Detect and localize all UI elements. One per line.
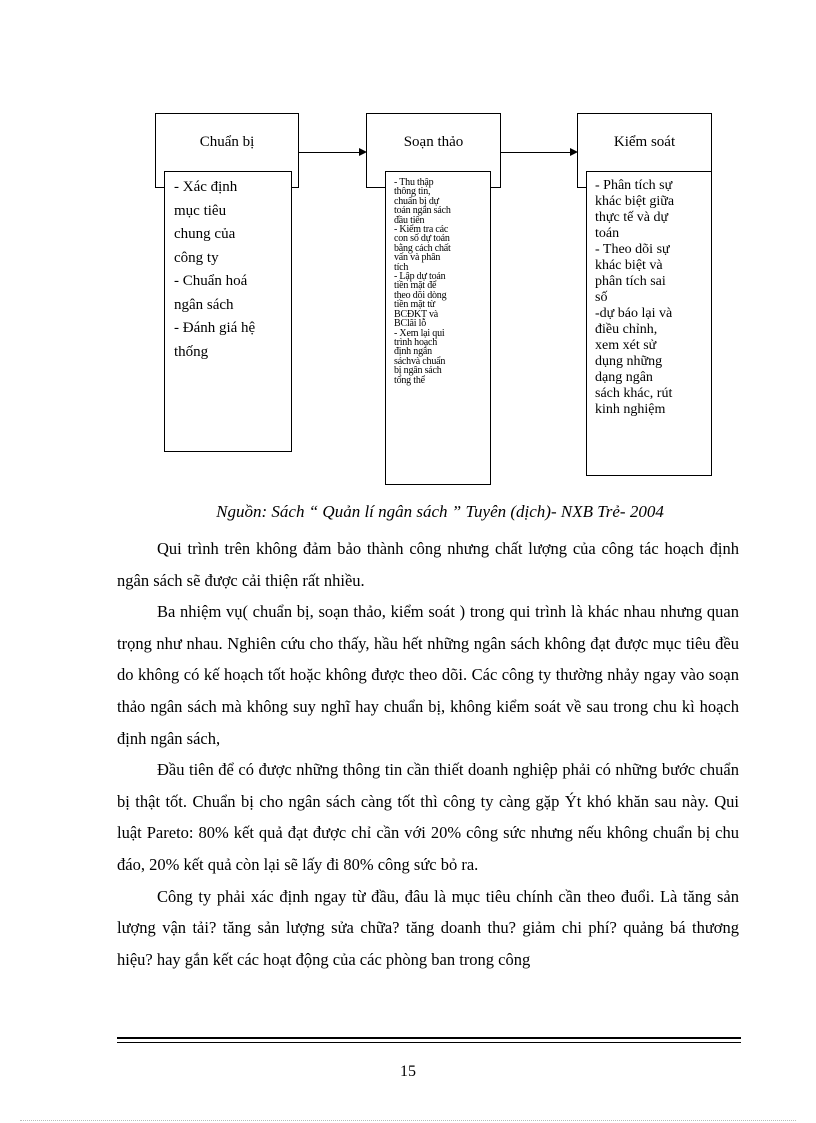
arrow-head-icon [570, 148, 578, 156]
arrow-head-icon [359, 148, 367, 156]
footer-rule [117, 1037, 741, 1039]
paragraph: Công ty phải xác định ngay từ đầu, đâu là mục tiêu chính cần theo đuổi. Là tăng sản lượng vận tải? tăng sản lượng sửa chữa? tăng doanh thu? giảm chi phí? quảng bá thương hiệu? hay gắn kết các hoạt động của các phòng ban trong công [117, 886, 739, 969]
stage-details-chuan-bi: - Xác định mục tiêu chung của công ty - Chuẩn hoá ngân sách - Đánh giá hệ thống [164, 171, 292, 452]
figure-caption: Nguồn: Sách “ Quản lí ngân sách ” Tuyên (dịch)- NXB Trẻ- 2004 [216, 502, 664, 521]
stage-title: Chuẩn bị [199, 134, 255, 150]
stage-details-soan-thao: - Thu thập thông tin, chuẩn bị dự toán ngân sách đầu tiên - Kiểm tra các con số dự toán bằng cách chất vấn và phân tích - Lập dự toán tiền mặt để theo dõi dòng tiền mặt từ BCĐKT và BClãi lỗ - Xem lại qui trình hoạch định ngân sáchvà chuẩn bị ngân sách tổng thể [385, 171, 491, 485]
page-number: 15 [400, 1063, 416, 1080]
stage-title: Soạn thảo [403, 134, 464, 150]
arrow-connector [501, 152, 570, 153]
page-edge-dotted-line [20, 1120, 796, 1121]
arrow-connector [299, 152, 359, 153]
stage-title: Kiểm soát [613, 134, 676, 150]
footer-rule [117, 1042, 741, 1043]
paragraph: Ba nhiệm vụ( chuẩn bị, soạn thảo, kiểm soát ) trong qui trình là khác nhau nhưng quan trọng như nhau. Nghiên cứu cho thấy, hầu hết những ngân sách không đạt được mục tiêu đều do không có kế hoạch tốt hoặc không được theo dõi. Các công ty thường nhảy ngay vào soạn thảo ngân sách mà không suy nghĩ hay chuẩn bị, không kiểm soát về sau trong chu kì hoạch định ngân sách, [117, 602, 739, 748]
paragraph: Qui trình trên không đảm bảo thành công nhưng chất lượng của công tác hoạch định ngân sách sẽ được cải thiện rất nhiều. [117, 539, 739, 590]
paragraph: Đầu tiên để có được những thông tin cần thiết doanh nghiệp phải có những bước chuẩn bị thật tốt. Chuẩn bị cho ngân sách càng tốt thì công ty càng gặp Ýt khó khăn sau này. Qui luật Pareto: 80% kết quả đạt được chỉ cần với 20% công sức nhưng nếu không chuẩn bị chu đáo, 20% kết quả còn lại sẽ lấy đi 80% công sức bỏ ra. [117, 760, 739, 874]
body-text [117, 533, 739, 975]
stage-details-kiem-soat: - Phân tích sự khác biệt giữa thực tế và dự toán - Theo dõi sự khác biệt và phân tích sai số -dự báo lại và điều chỉnh, xem xét sử dụng những dạng ngân sách khác, rút kinh nghiệm [586, 171, 712, 476]
